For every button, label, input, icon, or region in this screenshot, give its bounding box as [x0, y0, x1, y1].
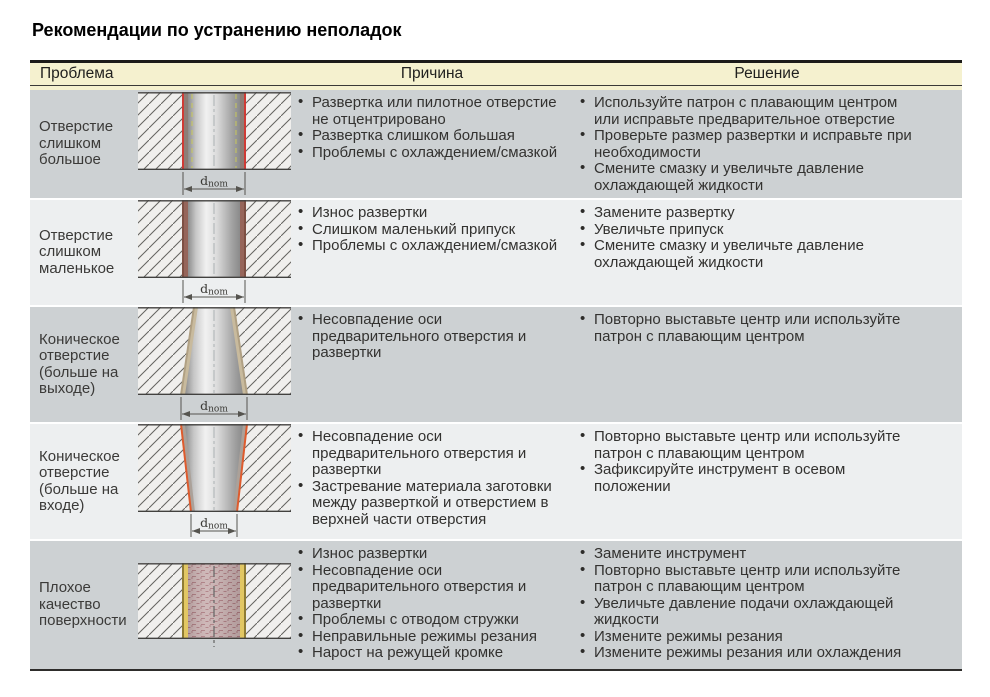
solutions-cell	[572, 90, 962, 198]
solution-item: • Измените режимы резания	[578, 629, 920, 646]
table-header-row	[30, 60, 962, 90]
solution-item: • Повторно выставьте центр или используйте патрон с плавающим центром	[578, 563, 920, 596]
solution-item: • Измените режимы резания или охлаждения	[578, 645, 920, 662]
hole-too-large-diagram	[136, 90, 292, 198]
svg-text:dnom: dnom	[199, 172, 228, 189]
svg-text:dnom: dnom	[199, 515, 228, 532]
cause-item: • Развертка или пилотное отверстие не отцентрировано	[296, 95, 562, 128]
cause-list	[292, 541, 572, 666]
problem-cell	[30, 424, 136, 539]
cause-item: • Развертка слишком большая	[296, 128, 562, 145]
header-cause: Причина	[400, 65, 464, 82]
causes-cell	[292, 90, 572, 198]
solution-list	[572, 541, 962, 666]
tapered-hole-larger-at-entry-diagram	[136, 424, 292, 539]
hole-too-small-diagram	[136, 200, 292, 305]
table-row	[30, 90, 962, 200]
header-problem: Проблема	[40, 65, 114, 82]
causes-cell	[292, 307, 572, 422]
problem-label: Отверстие слишком маленькое	[39, 226, 115, 277]
table-row	[30, 424, 962, 541]
solution-list	[572, 200, 962, 275]
problem-cell	[30, 200, 136, 305]
cause-list	[292, 90, 572, 165]
problem-label: Отверстие слишком большое	[39, 118, 114, 169]
header-solution: Решение	[734, 65, 800, 82]
problem-cell	[30, 90, 136, 198]
table-row	[30, 541, 962, 669]
cause-item: • Износ развертки	[296, 546, 562, 563]
solution-item: • Повторно выставьте центр или используйте патрон с плавающим центром	[578, 429, 920, 462]
solutions-cell	[572, 541, 962, 669]
cause-item: • Износ развертки	[296, 205, 562, 222]
cause-item: • Проблемы с отводом стружки	[296, 612, 562, 629]
problem-label: Плохое качество поверхности	[39, 579, 127, 630]
solution-item: • Смените смазку и увеличьте давление охлаждающей жидкости	[578, 161, 920, 194]
table-row	[30, 307, 962, 424]
solution-item: • Замените инструмент	[578, 546, 920, 563]
solution-list	[572, 307, 962, 349]
cause-item: • Слишком маленький припуск	[296, 222, 562, 239]
cause-list	[292, 200, 572, 259]
tapered-hole-larger-at-exit-diagram	[136, 307, 292, 422]
page-title: Рекомендации по устранению неполадок	[32, 20, 402, 41]
causes-cell	[292, 541, 572, 669]
solutions-cell	[572, 200, 962, 305]
cause-item: • Несовпадение оси предварительного отверстия и развертки	[296, 563, 562, 613]
cause-item: • Несовпадение оси предварительного отверстия и развертки	[296, 312, 562, 362]
solution-list	[572, 90, 962, 198]
solution-item: • Зафиксируйте инструмент в осевом положении	[578, 462, 920, 495]
poor-surface-quality-diagram	[136, 541, 292, 669]
cause-item: • Застревание материала заготовки между разверткой и отверстием в верхней части отверстия	[296, 479, 562, 529]
causes-cell	[292, 200, 572, 305]
problem-cell	[30, 307, 136, 422]
cause-item: • Несовпадение оси предварительного отверстия и развертки	[296, 429, 562, 479]
solution-list	[572, 424, 962, 499]
solution-item: • Замените развертку	[578, 205, 920, 222]
cause-list	[292, 424, 572, 532]
solution-item: • Увеличьте давление подачи охлаждающей жидкости	[578, 596, 920, 629]
problem-label: Коническое отверстие (больше на входе)	[39, 447, 120, 514]
cause-item: • Неправильные режимы резания	[296, 629, 562, 646]
cause-item: • Нарост на режущей кромке	[296, 645, 562, 662]
solutions-cell	[572, 424, 962, 539]
problem-cell	[30, 541, 136, 669]
solution-item: • Смените смазку и увеличьте давление охлаждающей жидкости	[578, 238, 920, 271]
cause-item: • Проблемы с охлаждением/смазкой	[296, 238, 562, 255]
solutions-cell	[572, 307, 962, 422]
cause-item: • Проблемы с охлаждением/смазкой	[296, 145, 562, 162]
solution-item: • Используйте патрон с плавающим центром или исправьте предварительное отверстие	[578, 95, 920, 128]
cause-list	[292, 307, 572, 366]
troubleshooting-table	[30, 60, 962, 671]
table-row	[30, 200, 962, 307]
svg-text:dnom: dnom	[199, 398, 228, 415]
solution-item: • Повторно выставьте центр или используйте патрон с плавающим центром	[578, 312, 920, 345]
causes-cell	[292, 424, 572, 539]
problem-label: Коническое отверстие (больше на выходе)	[39, 330, 120, 397]
table-body	[30, 90, 962, 669]
svg-text:dnom: dnom	[199, 281, 228, 298]
solution-item: • Проверьте размер развертки и исправьте при необходимости	[578, 128, 920, 161]
solution-item: • Увеличьте припуск	[578, 222, 920, 239]
